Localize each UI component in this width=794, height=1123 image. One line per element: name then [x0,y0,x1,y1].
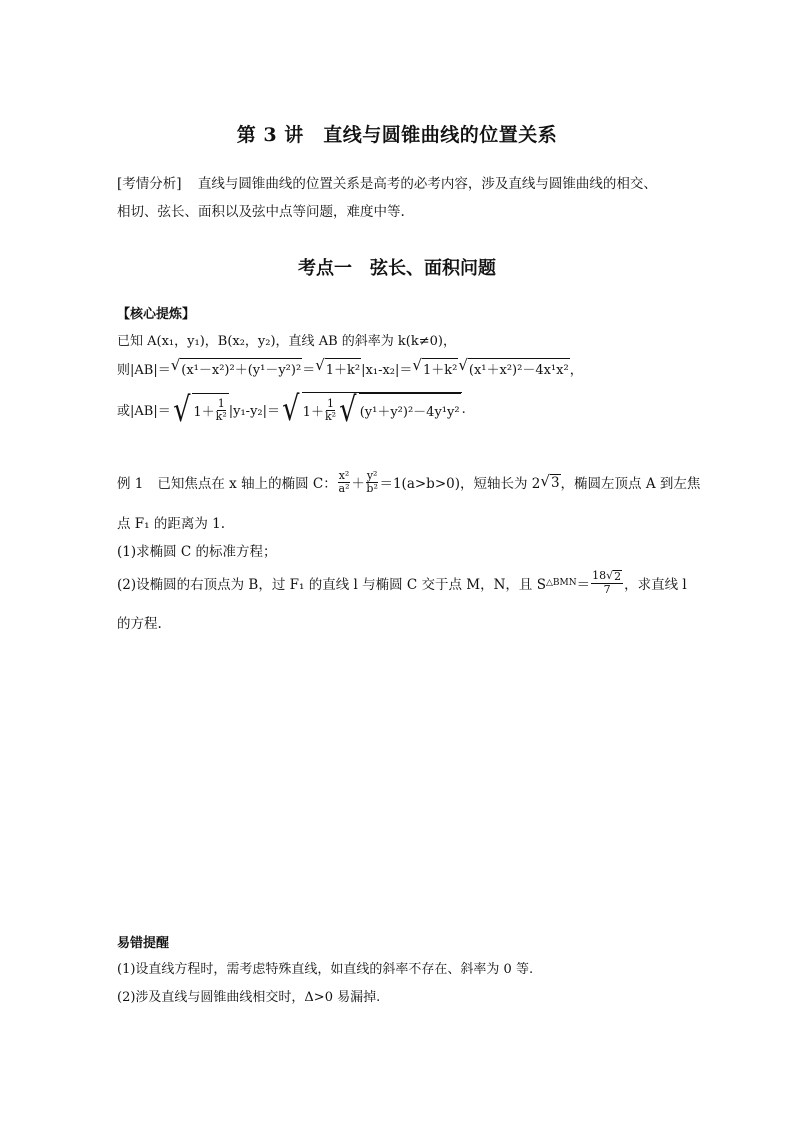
analysis-line-2: 相切、弦长、面积以及弦中点等问题，难度中等. [117,204,405,220]
example-text-c: ，椭圆左顶点 A 到左焦 [560,476,701,493]
frac-1-over-k2: $\frac{1}{\text{k²}}$ [215,396,227,423]
example-label: 例 1 [117,476,144,493]
core-formula-1: 则|AB|＝ √ (x¹－x²)²＋(y¹－y²)² ＝ √ 1＋k² |x₁-x₂|＝ √ 1＋k² √ (x¹＋x²)²－4x¹x² ， [117,356,583,378]
sqrt-6: √ 1＋ $\frac{1}{\text{k²}}$ √ (y¹＋y²)²－4y¹y² [282,389,460,430]
lesson-title: 第 3 讲 直线与圆锥曲线的位置关系 [236,124,558,146]
sqrt-three: √ 3 [540,471,560,491]
question-2-end: ，求直线 l [624,576,687,593]
frac-x2-a2: $\frac{\text{x²}}{\text{a²}}$ [338,469,350,495]
sqrt-4: √ (x¹＋x²)²－4x¹x² [458,356,569,378]
formula-2-lead: 或|AB|＝ [117,404,171,419]
formula-1-mid: |x₁-x₂|＝ [361,362,413,378]
core-line-1: 已知 A(x₁，y₁)，B(x₂，y₂)，直线 AB 的斜率为 k(k≠0)， [117,334,456,349]
tip-item-1: (1)设直线方程时，需考虑特殊直线，如直线的斜率不存在、斜率为 0 等. [117,962,534,977]
formula-1-eq: ＝ [302,362,316,378]
frac-y2-b2: $\frac{\text{y²}}{\text{b²}}$ [366,469,378,495]
core-label: 【核心提炼】 [117,307,196,322]
section-title: 考点一 弦长、面积问题 [298,258,496,279]
triangle-subscript: △BMN [545,577,577,588]
question-2-line-2: 的方程. [117,616,162,632]
sqrt-2: √ 1＋k² [315,356,361,378]
sqrt-5: √ 1＋ $\frac{1}{\text{k²}}$ [172,389,227,430]
analysis-label: [考情分析] [117,176,182,192]
example-text-b: ＝1(a>b>0)，短轴长为 2 [379,476,541,493]
analysis-text-1: 直线与圆锥曲线的位置关系是高考的必考内容，涉及直线与圆锥曲线的相交、 [197,176,657,192]
analysis-line-1 [117,172,657,192]
formula-2-mid: |y₁-y₂|＝ [228,404,280,419]
tips-label: 易错提醒 [117,936,170,951]
core-formula-2: 或|AB|＝ √ 1＋ $\frac{1}{\text{k²}}$ |y₁-y₂|＝ √ 1＋ $\frac{1}{\text{k²}}$ √ (y¹＋y²)²－4y¹y² . [117,389,466,430]
question-2: (2)设椭圆的右顶点为 B，过 F₁ 的直线 l 与椭圆 C 交于点 M，N，且 S △BMN ＝ 18 √ 2 7 ，求直线 l [117,569,687,596]
tip-item-2: (2)涉及直线与圆锥曲线相交时，Δ>0 易漏掉. [117,990,381,1005]
question-2-text: (2)设椭圆的右顶点为 B，过 F₁ 的直线 l 与椭圆 C 交于点 M，N，且 S [117,576,546,593]
example-text-a: 已知焦点在 x 轴上的椭圆 C： [157,476,337,493]
frac-1-over-k2-b: $\frac{1}{\text{k²}}$ [324,396,337,423]
example-line-2: 点 F₁ 的距离为 1. [117,516,226,532]
sqrt-1: √ (x¹－x²)²＋(y¹－y²)² [170,356,302,378]
frac-18sqrt2-7: 18 √ 2 7 [592,569,622,596]
sqrt-7: √ (y¹＋y²)²－4y¹y² [339,390,460,430]
sqrt-3: √ 1＋k² [412,356,458,378]
example-line-1: 例 1 已知焦点在 x 轴上的椭圆 C： $\frac{\text{x²}}{\text{a²}}$ ＋ $\frac{\text{y²}}{\text{b²}}$ ＝1(a>b>0)，短轴长为 2 √ 3 ，椭圆左顶点 A 到左焦 [117,469,701,495]
question-1: (1)求椭圆 C 的标准方程； [117,544,277,560]
formula-1-lead: 则|AB|＝ [117,362,171,378]
